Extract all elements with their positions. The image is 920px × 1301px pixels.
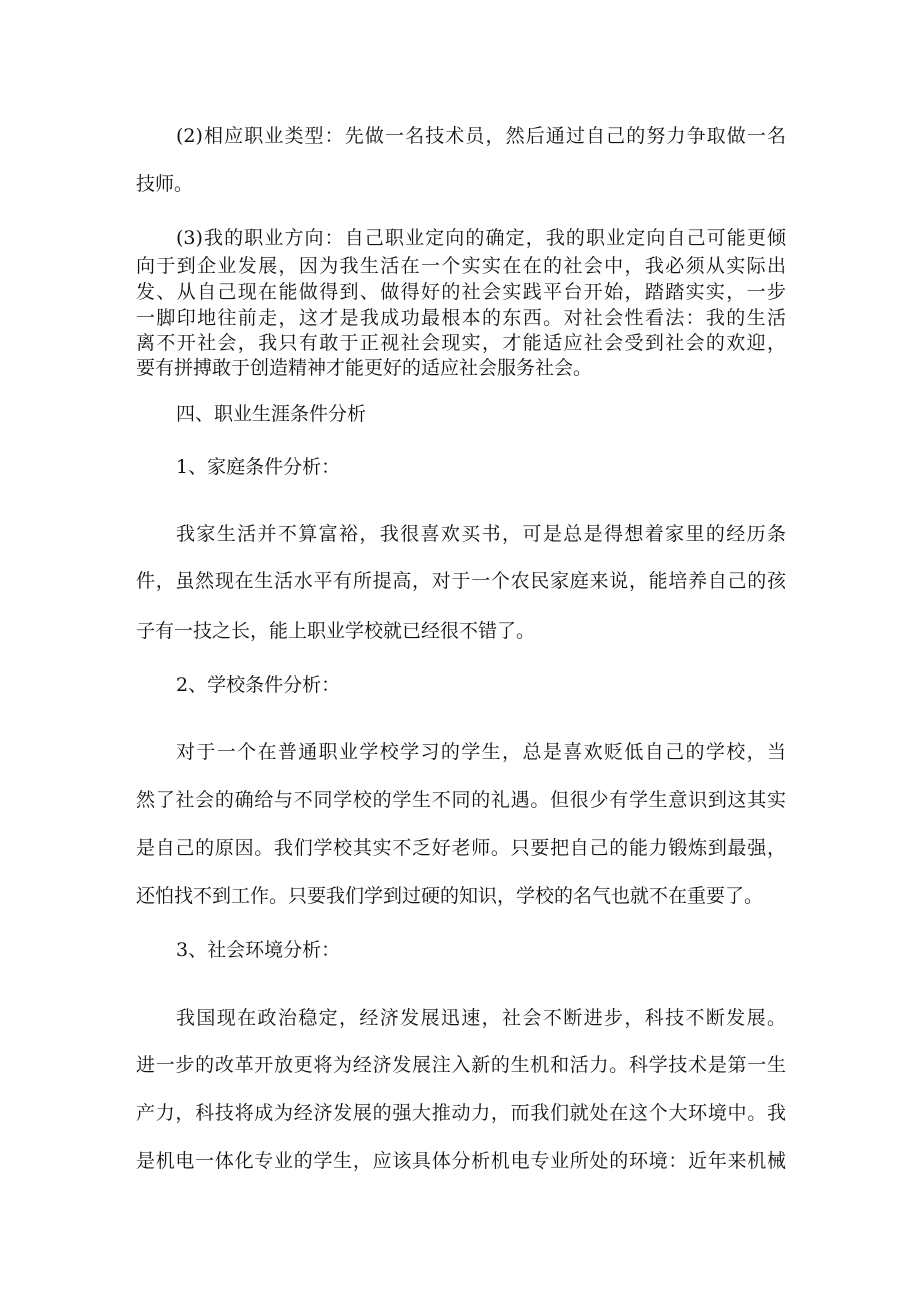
text-line: 我国现在政治稳定，经济发展迅速，社会不断进步，科技不断发展。 (176, 1007, 786, 1029)
subsection-heading: 2、学校条件分析： (176, 674, 341, 696)
text-line: 子有一技之长，能上职业学校就已经很不错了。 (136, 620, 536, 642)
text-line: 发、从自己现在能做得到、做得好的社会实践平台开始，踏踏实实，一步 (136, 281, 786, 303)
text-line: 向于到企业发展，因为我生活在一个实实在在的社会中，我必须从实际出 (136, 255, 786, 277)
text-line: (2)相应职业类型：先做一名技术员，然后通过自己的努力争取做一名 (176, 125, 786, 147)
text-line: 我家生活并不算富裕，我很喜欢买书，可是总是得想着家里的经历条 (176, 523, 786, 545)
text-line: 然了社会的确给与不同学校的学生不同的礼遇。但很少有学生意识到这其实 (136, 789, 786, 811)
text-line: 一脚印地往前走，这才是我成功最根本的东西。对社会性看法：我的生活 (136, 307, 786, 329)
text-line: 离不开社会，我只有敢于正视社会现实，才能适应社会受到社会的欢迎， (136, 332, 786, 354)
text-line: 是机电一体化专业的学生，应该具体分析机电专业所处的环境：近年来机械 (136, 1150, 786, 1172)
text-line: 件，虽然现在生活水平有所提高，对于一个农民家庭来说，能培养自己的孩 (136, 570, 786, 592)
text-line: (3)我的职业方向：自己职业定向的确定，我的职业定向自己可能更倾 (176, 227, 786, 249)
text-line: 是自己的原因。我们学校其实不乏好老师。只要把自己的能力锻炼到最强， (136, 837, 786, 859)
section-heading: 四、职业生涯条件分析 (176, 403, 367, 425)
text-line: 还怕找不到工作。只要我们学到过硬的知识，学校的名气也就不在重要了。 (136, 885, 764, 907)
text-line: 进一步的改革开放更将为经济发展注入新的生机和活力。科学技术是第一生 (136, 1054, 786, 1076)
text-line: 技师。 (136, 173, 194, 195)
subsection-heading: 3、社会环境分析： (176, 939, 341, 961)
text-line: 产力，科技将成为经济发展的强大推动力，而我们就处在这个大环境中。我 (136, 1102, 786, 1124)
text-line: 对于一个在普通职业学校学习的学生，总是喜欢贬低自己的学校，当 (176, 741, 786, 763)
text-line: 要有拼搏敢于创造精神才能更好的适应社会服务社会。 (136, 357, 593, 379)
subsection-heading: 1、家庭条件分析： (176, 456, 341, 478)
